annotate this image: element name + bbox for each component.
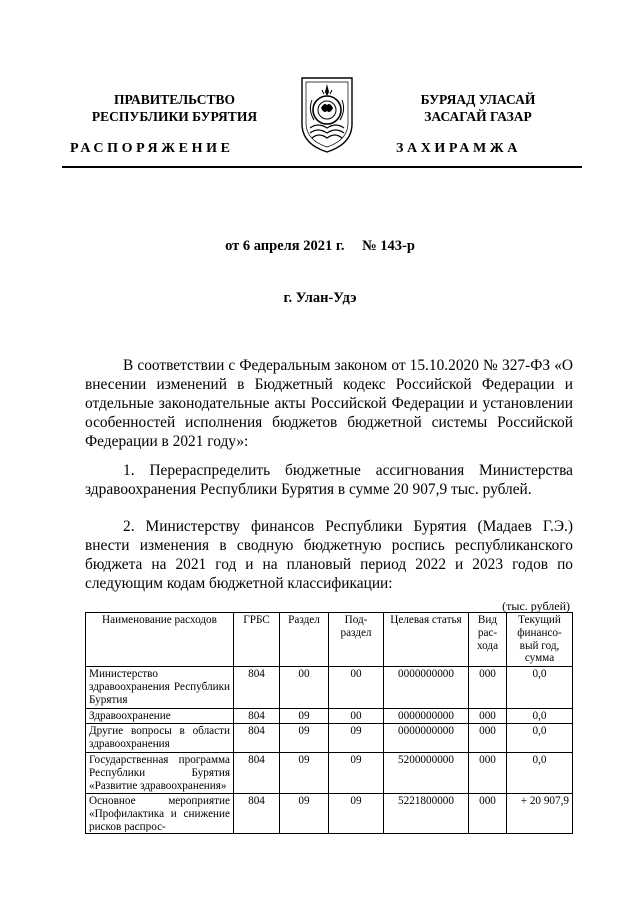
row-razdel: 09: [280, 752, 329, 793]
table-unit-label: (тыс. рублей): [502, 599, 570, 613]
clause-2-paragraph: 2. Министерству финансов Республики Бурятия (Мадаев Г.Э.) внести изменения в сводную бюджетную роспись республиканского бюджета на 2021 год и на плановый период 2022 и 2023 годов по следующим кодам бюджетной классификации:: [85, 518, 573, 592]
row-target: 0000000000: [384, 708, 469, 724]
row-podrazdel: 09: [329, 724, 384, 753]
gov-name-bur-line1: БУРЯАД УЛАСАЙ: [420, 92, 536, 107]
row-podrazdel: 00: [329, 667, 384, 708]
row-razdel: 00: [280, 667, 329, 708]
row-target: 5200000000: [384, 752, 469, 793]
col-header-name: Наименование расходов: [86, 613, 234, 667]
row-podrazdel: 00: [329, 708, 384, 724]
row-name-text: Основное мероприятие «Профилактика и снижение рисков распрос-: [89, 795, 230, 833]
row-name: Другие вопросы в области здравоохранения: [86, 724, 234, 753]
col-header-vid: Вид рас-хода: [469, 613, 507, 667]
col-header-razdel: Раздел: [280, 613, 329, 667]
doc-city: г. Улан-Удэ: [283, 290, 357, 306]
row-vid: 000: [469, 708, 507, 724]
date-number-line: [0, 238, 640, 255]
row-sum: 0,0: [507, 667, 573, 708]
row-razdel: 09: [280, 794, 329, 834]
table-row: [86, 794, 573, 834]
row-vid: 000: [469, 724, 507, 753]
col-header-sum: Текущий финансо-вый год, сумма: [507, 613, 573, 667]
row-grbs: 804: [234, 794, 280, 834]
row-razdel: 09: [280, 708, 329, 724]
row-name: Министерство здравоохранения Республики Бурятия: [86, 667, 234, 708]
row-sum: 0,0: [507, 724, 573, 753]
row-podrazdel: 09: [329, 794, 384, 834]
table-row: [86, 708, 573, 724]
header-divider: [62, 166, 582, 168]
budget-table: [85, 612, 573, 834]
row-name: Государственная программа Республики Бурятия «Развитие здравоохранения»: [86, 752, 234, 793]
doc-number: № 143-р: [362, 238, 415, 254]
row-grbs: 804: [234, 724, 280, 753]
row-sum: 0,0: [507, 752, 573, 793]
table-header-row: [86, 613, 573, 667]
table-row: [86, 752, 573, 793]
col-header-podrazdel: Под-раздел: [329, 613, 384, 667]
row-vid: 000: [469, 794, 507, 834]
col-header-target: Целевая статья: [384, 613, 469, 667]
gov-name-line2: РЕСПУБЛИКИ БУРЯТИЯ: [91, 109, 258, 124]
doc-kind-ru: РАСПОРЯЖЕНИЕ: [70, 141, 234, 156]
header-right: [378, 91, 578, 125]
row-razdel: 09: [280, 724, 329, 753]
coat-of-arms-emblem: [298, 72, 356, 154]
row-target: 0000000000: [384, 667, 469, 708]
row-grbs: 804: [234, 708, 280, 724]
row-grbs: 804: [234, 752, 280, 793]
col-header-grbs: ГРБС: [234, 613, 280, 667]
row-vid: 000: [469, 752, 507, 793]
row-sum: + 20 907,9: [507, 794, 573, 834]
row-name: Здравоохранение: [86, 708, 234, 724]
table-row: [86, 724, 573, 753]
row-sum: 0,0: [507, 708, 573, 724]
row-name: [86, 794, 234, 834]
gov-name-line1: ПРАВИТЕЛЬСТВО: [113, 92, 235, 107]
row-vid: 000: [469, 667, 507, 708]
gov-name-bur-line2: ЗАСАГАЙ ГАЗАР: [424, 109, 532, 124]
clause-1-paragraph: 1. Перераспределить бюджетные ассигнования Министерства здравоохранения Республики Бурятия в сумме 20 907,9 тыс. рублей.: [85, 462, 573, 498]
row-target: 0000000000: [384, 724, 469, 753]
row-podrazdel: 09: [329, 752, 384, 793]
row-target: 5221800000: [384, 794, 469, 834]
doc-date: от 6 апреля 2021 г.: [225, 238, 345, 254]
row-grbs: 804: [234, 667, 280, 708]
doc-kind-bur: ЗАХИРАМЖА: [396, 141, 521, 156]
header-left: [62, 91, 287, 125]
table-row: [86, 667, 573, 708]
preamble-paragraph: В соответствии с Федеральным законом от 15.10.2020 № 327-ФЗ «О внесении изменений в Бюджетный кодекс Российской Федерации и отдельные законодательные акты Российской Федерации и установлении особенностей исполнения бюджетов бюджетной системы Российской Федерации в 2021 году»:: [85, 357, 573, 450]
